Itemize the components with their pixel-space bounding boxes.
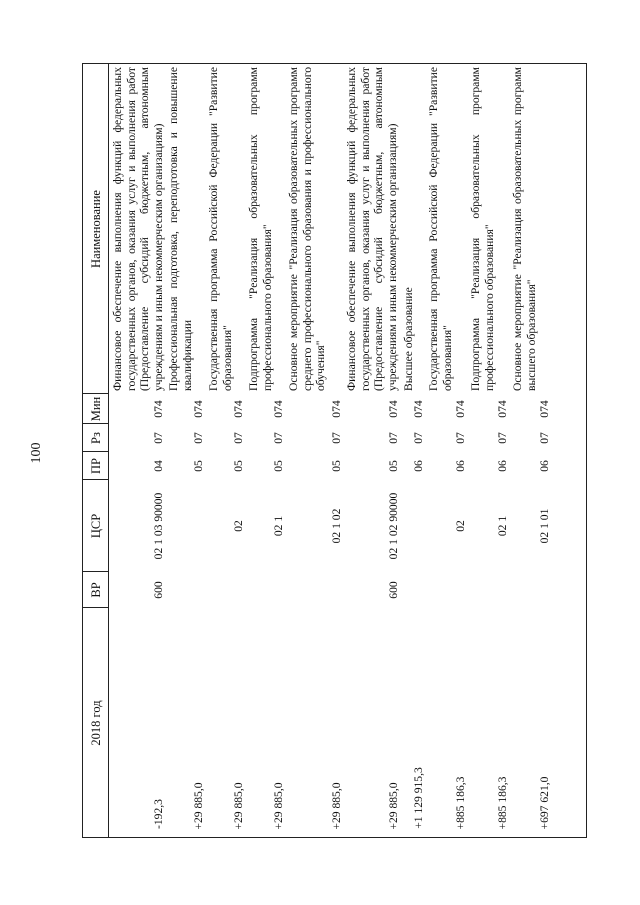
row-value: +885 186,3 xyxy=(496,776,509,829)
row-min: 074 xyxy=(152,400,165,418)
row-vr: 600 xyxy=(387,581,400,599)
table-header xyxy=(83,64,109,837)
row-value: -192,3 xyxy=(152,799,165,829)
row-min: 074 xyxy=(232,400,245,418)
row-min: 074 xyxy=(192,400,205,418)
row-pr: 06 xyxy=(538,460,551,472)
row-value: +29 885,0 xyxy=(192,781,205,830)
row-csr: 02 xyxy=(454,520,467,532)
table-row xyxy=(468,64,510,837)
row-rz: 07 xyxy=(272,432,285,444)
row-csr: 02 1 02 xyxy=(330,508,343,544)
row-rz: 07 xyxy=(454,432,467,444)
row-min: 074 xyxy=(412,400,425,418)
row-value: +697 621,0 xyxy=(538,776,551,829)
row-value: +29 885,0 xyxy=(387,781,400,830)
row-rz: 07 xyxy=(330,432,343,444)
header-name-cell xyxy=(83,64,109,394)
row-pr: 05 xyxy=(272,460,285,472)
table-row xyxy=(110,64,166,837)
row-rz: 07 xyxy=(192,432,205,444)
row-min: 074 xyxy=(272,400,285,418)
table-row xyxy=(166,64,206,837)
budget-table xyxy=(82,63,587,838)
row-value: +29 885,0 xyxy=(272,781,285,830)
header-rz: Рз xyxy=(89,431,103,444)
row-pr: 06 xyxy=(412,460,425,472)
header-min: Мин xyxy=(89,396,103,421)
table-row xyxy=(401,64,426,837)
row-value: +29 885,0 xyxy=(330,781,343,830)
row-pr: 06 xyxy=(454,460,467,472)
row-csr: 02 1 xyxy=(272,515,285,537)
row-name: Основное мероприятие "Реализация образовательных программ высшего образования" xyxy=(511,67,538,391)
header-vr-cell xyxy=(83,572,109,608)
row-name: Профессиональная подготовка, переподготовка и повышение квалификации xyxy=(167,67,194,391)
row-min: 074 xyxy=(496,400,509,418)
row-csr: 02 1 03 90000 xyxy=(152,492,165,560)
row-pr: 04 xyxy=(152,460,165,472)
row-csr: 02 1 xyxy=(496,515,509,537)
row-value: +885 186,3 xyxy=(454,776,467,829)
row-csr: 02 xyxy=(232,520,245,532)
row-min: 074 xyxy=(387,400,400,418)
row-min: 074 xyxy=(454,400,467,418)
page-number: 100 xyxy=(29,442,44,464)
row-csr: 02 1 01 xyxy=(538,508,551,544)
row-csr: 02 1 02 90000 xyxy=(387,492,400,560)
row-rz: 07 xyxy=(232,432,245,444)
table-row xyxy=(246,64,286,837)
row-name: Высшее образование xyxy=(402,287,415,391)
header-year: 2018 год xyxy=(89,699,103,746)
table-row xyxy=(206,64,246,837)
header-vr: ВР xyxy=(89,581,103,598)
row-name: Подпрограмма "Реализация образовательных программ профессионального образования" xyxy=(247,67,274,391)
table-row xyxy=(286,64,344,837)
header-csr: ЦСР xyxy=(89,513,103,538)
row-value: +29 885,0 xyxy=(232,781,245,830)
row-rz: 07 xyxy=(496,432,509,444)
row-min: 074 xyxy=(330,400,343,418)
table-row xyxy=(510,64,552,837)
table-row xyxy=(344,64,401,837)
header-pr-cell xyxy=(83,452,109,480)
row-pr: 05 xyxy=(330,460,343,472)
row-rz: 07 xyxy=(152,432,165,444)
row-rz: 07 xyxy=(538,432,551,444)
header-pr: ПР xyxy=(89,457,103,474)
row-pr: 05 xyxy=(192,460,205,472)
row-name: Государственная программа Российской Федерации "Развитие образования" xyxy=(427,67,454,391)
header-min-cell xyxy=(83,394,109,424)
table-row xyxy=(426,64,468,837)
row-min: 074 xyxy=(538,400,551,418)
row-pr: 06 xyxy=(496,460,509,472)
row-name: Подпрограмма "Реализация образовательных программ профессионального образования" xyxy=(469,67,496,391)
header-year-cell xyxy=(83,608,109,837)
row-name: Государственная программа Российской Федерации "Развитие образования" xyxy=(207,67,234,391)
row-vr: 600 xyxy=(152,581,165,599)
row-rz: 07 xyxy=(387,432,400,444)
header-csr-cell xyxy=(83,480,109,572)
row-rz: 07 xyxy=(412,432,425,444)
header-name: Наименование xyxy=(89,189,103,268)
row-name: Финансовое обеспечение выполнения функций федеральных государственных органов, оказания услуг и выполнения работ (Предоставление субсидий бюджетным, автономным учреждениям и иным некоммерческим организациям) xyxy=(345,67,400,391)
row-name: Финансовое обеспечение выполнения функций федеральных государственных органов, оказания услуг и выполнения работ (Предоставление субсидий бюджетным, автономным учреждениям и иным некоммерческим организациям) xyxy=(111,67,166,391)
row-pr: 05 xyxy=(387,460,400,472)
row-value: +1 129 915,3 xyxy=(412,767,425,829)
row-pr: 05 xyxy=(232,460,245,472)
header-rz-cell xyxy=(83,424,109,452)
row-name: Основное мероприятие "Реализация образовательных программ среднего профессионального образования и профессионального обучения" xyxy=(287,67,328,391)
